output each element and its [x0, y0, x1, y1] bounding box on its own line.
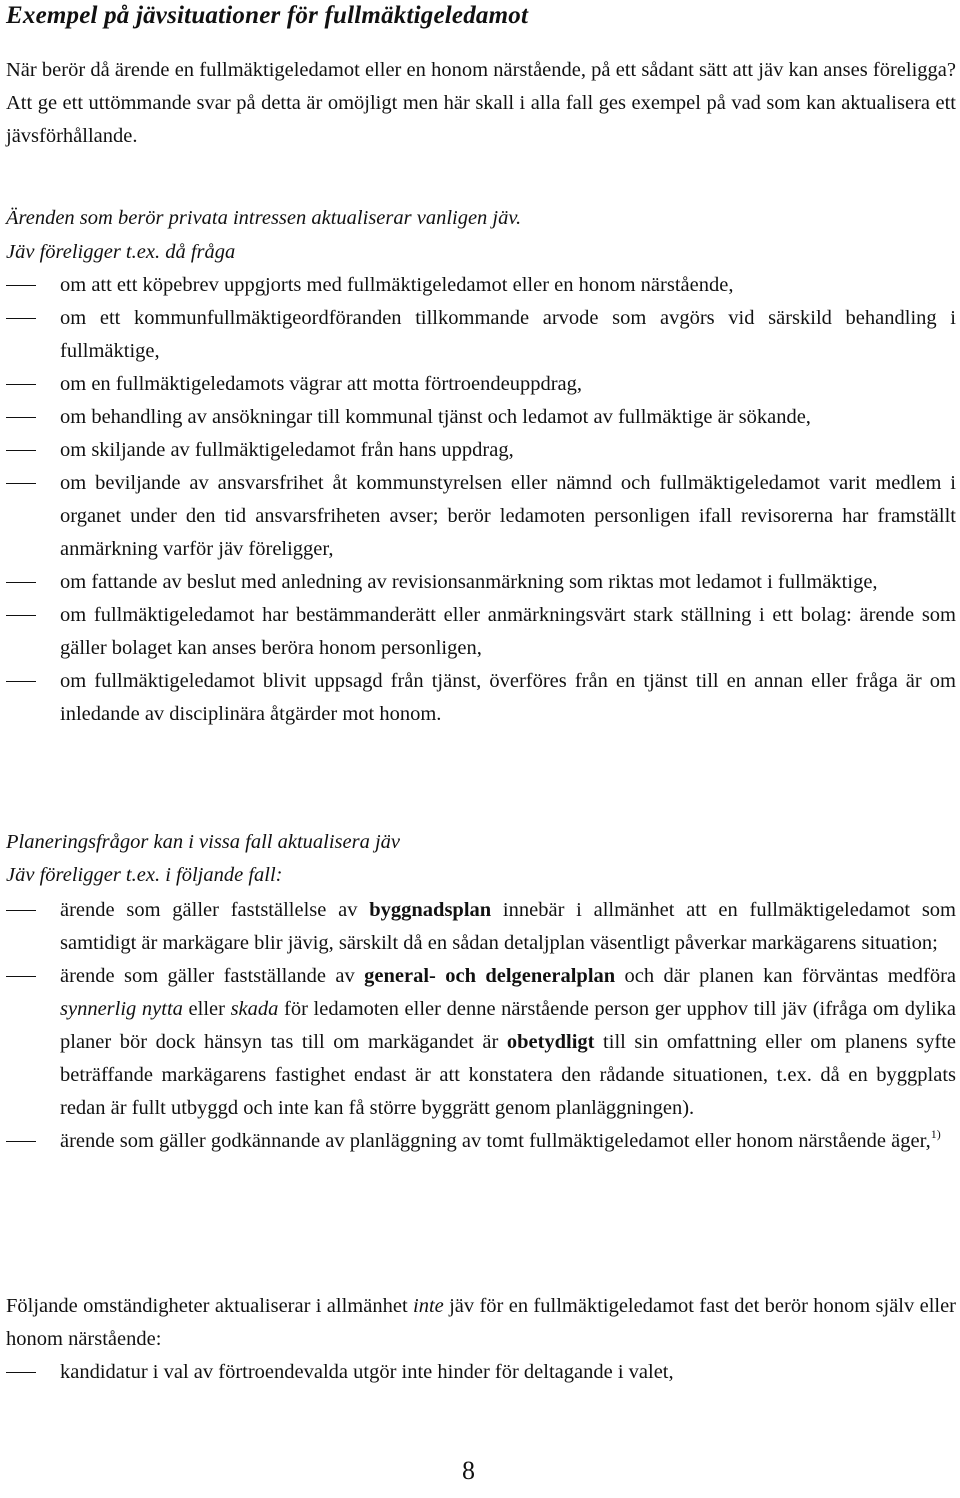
list-item: om ett kommunfullmäktigeordföranden tillkommande arvode som avgörs vid särskild behandling i fullmäktige, — [6, 302, 956, 368]
section2-title: Planeringsfrågor kan i vissa fall aktualisera jäv — [6, 831, 401, 853]
dash-bullet — [6, 450, 36, 451]
intro-paragraph: När berör då ärende en fullmäktigeledamot eller en honom närstående, på ett sådant sätt att jäv kan anses föreligga? Att ge ett uttömmande svar på detta är omöjligt men här skall i alla fall ges exempel på vad som kan aktualisera ett jävsförhållande. — [6, 59, 956, 147]
list-item: om att ett köpebrev uppgjorts med fullmäktigeledamot eller en honom närstående, — [6, 269, 956, 302]
list-item: ärende som gäller fastställande av general- och delgeneralplan och där planen kan förväntas medföra synnerlig nytta eller skada för ledamoten eller denne närstående person ger upphov till jäv (ifråga om dylika planer bör dock hänsyn tas till om markägandet är obetydligt till sin omfattning eller om planens syfte beträffande markägarens fastighet endast är att konstatera den rådande situationen, t.ex. då en byggplats redan är fullt utbyggd och inte kan få större byggrätt genom planläggningen). — [6, 960, 956, 1125]
section1-title: Ärenden som berör privata intressen aktualiserar vanligen jäv. — [6, 207, 522, 229]
list-item: om fattande av beslut med anledning av revisionsanmärkning som riktas mot ledamot i fullmäktige, — [6, 566, 956, 599]
dash-bullet — [6, 615, 36, 616]
dash-bullet — [6, 681, 36, 682]
dash-bullet — [6, 976, 36, 977]
footnote-marker: 1) — [930, 1127, 941, 1141]
closing-list — [6, 1356, 956, 1389]
closing-paragraph: Följande omständigheter aktualiserar i allmänhet inte jäv för en fullmäktigeledamot fast det berör honom själv eller honom närstående: — [6, 1295, 957, 1350]
section2-list — [6, 894, 956, 1158]
list-item: ärende som gäller godkännande av planläggning av tomt fullmäktigeledamot eller honom närstående äger,$^{1)}$ — [6, 1125, 956, 1158]
page-number: 8 — [462, 1456, 475, 1485]
dash-bullet — [6, 384, 36, 385]
dash-bullet — [6, 285, 36, 286]
section1-subtitle: Jäv föreligger t.ex. då fråga — [6, 241, 236, 263]
dash-bullet — [6, 318, 36, 319]
list-item: kandidatur i val av förtroendevalda utgör inte hinder för deltagande i valet, — [6, 1356, 956, 1389]
list-item: om fullmäktigeledamot blivit uppsagd från tjänst, överföres från en tjänst till en annan eller fråga är om inledande av disciplinära åtgärder mot honom. — [6, 665, 956, 731]
list-item: om beviljande av ansvarsfrihet åt kommunstyrelsen eller nämnd och fullmäktigeledamot varit medlem i organet under den tid ansvarsfriheten avser; berör ledamoten personligen ifall revisorerna har framställt anmärkning varför jäv föreligger, — [6, 467, 956, 566]
page-heading: Exempel på jävsituationer för fullmäktigeledamot — [6, 2, 529, 29]
dash-bullet — [6, 483, 36, 484]
dash-bullet — [6, 1141, 36, 1142]
dash-bullet — [6, 910, 36, 911]
list-item: ärende som gäller fastställelse av byggnadsplan innebär i allmänhet att en fullmäktigeledamot som samtidigt är markägare blir jävig, särskilt då en sådan detaljplan väsentligt påverkar markägarens situation; — [6, 894, 956, 960]
section1-list — [6, 269, 956, 731]
dash-bullet — [6, 417, 36, 418]
dash-bullet — [6, 582, 36, 583]
section2-subtitle: Jäv föreligger t.ex. i följande fall: — [6, 864, 283, 886]
list-item: om skiljande av fullmäktigeledamot från hans uppdrag, — [6, 434, 956, 467]
list-item: om en fullmäktigeledamots vägrar att motta förtroendeuppdrag, — [6, 368, 956, 401]
dash-bullet — [6, 1372, 36, 1373]
list-item: om fullmäktigeledamot har bestämmanderätt eller anmärkningsvärt stark ställning i ett bolag: ärende som gäller bolaget kan anses beröra honom personligen, — [6, 599, 956, 665]
list-item: om behandling av ansökningar till kommunal tjänst och ledamot av fullmäktige är sökande, — [6, 401, 956, 434]
